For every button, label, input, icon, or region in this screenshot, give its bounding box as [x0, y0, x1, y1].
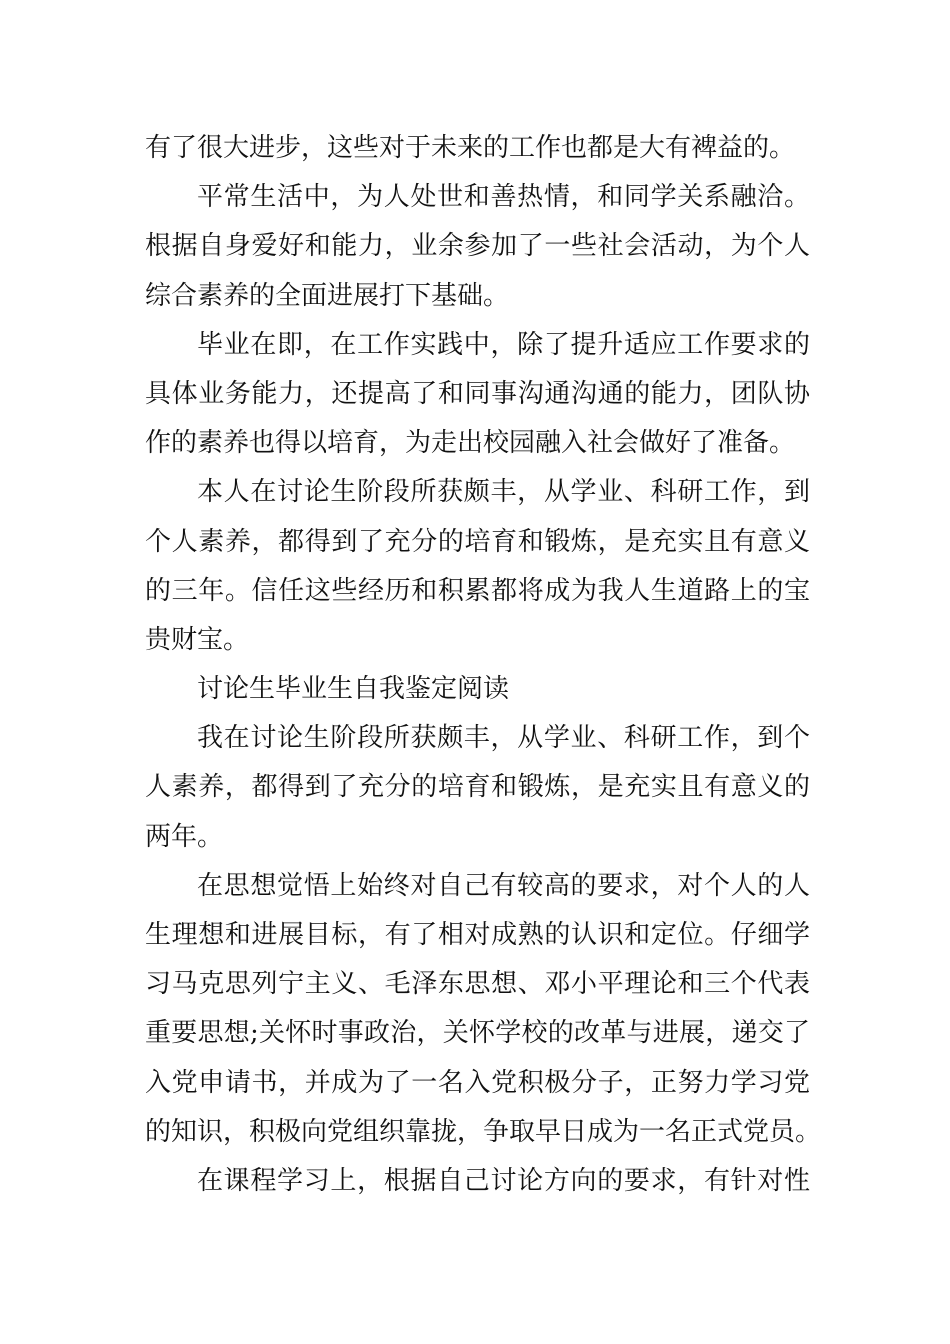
- paragraph-3-line-2: 具体业务能力，还提高了和同事沟通沟通的能力，团队协: [145, 378, 810, 409]
- paragraph-6-line-5: 入党申请书，并成为了一名入党积极分子，正努力学习党: [145, 1067, 810, 1098]
- paragraph-6-line-6: 的知识，积极向党组织靠拢，争取早日成为一名正式党员。: [145, 1116, 822, 1147]
- paragraph-5-line-1: 我在讨论生阶段所获颇丰，从学业、科研工作，到个: [197, 723, 810, 754]
- paragraph-6-line-2: 生理想和进展目标，有了相对成熟的认识和定位。仔细学: [145, 920, 810, 950]
- paragraph-4-line-1: 本人在讨论生阶段所获颇丰，从学业、科研工作，到: [197, 477, 810, 508]
- paragraph-5-line-3: 两年。: [145, 821, 224, 852]
- paragraph-2-line-3: 综合素养的全面进展打下基础。: [145, 280, 510, 311]
- paragraph-6-line-3: 习马克思列宁主义、毛泽东思想、邓小平理论和三个代表: [145, 969, 810, 1000]
- document-body: [145, 124, 822, 1206]
- paragraph-1-line-1: 有了很大进步，这些对于未来的工作也都是大有裨益的。: [145, 133, 796, 163]
- paragraph-2-line-2: 根据自身爱好和能力，业余参加了一些社会活动，为个人: [145, 231, 810, 262]
- paragraph-6-line-1: 在思想觉悟上始终对自己有较高的要求，对个人的人: [197, 870, 810, 901]
- paragraph-3-line-1: 毕业在即，在工作实践中，除了提升适应工作要求的: [197, 329, 810, 360]
- paragraph-3-line-3: 作的素养也得以培育，为走出校园融入社会做好了准备。: [145, 428, 796, 459]
- paragraph-5-line-2: 人素养，都得到了充分的培育和锻炼，是充实且有意义的: [145, 772, 810, 803]
- paragraph-2-line-1: 平常生活中，为人处世和善热情，和同学关系融洽。: [197, 182, 810, 213]
- paragraph-4-line-4: 贵财宝。: [145, 624, 250, 655]
- paragraph-7-line-1: 在课程学习上，根据自己讨论方向的要求，有针对性: [197, 1165, 810, 1196]
- paragraph-6-line-4: 重要思想;关怀时事政治，关怀学校的改革与进展，递交了: [145, 1018, 810, 1049]
- paragraph-4-line-3: 的三年。信任这些经历和积累都将成为我人生道路上的宝: [145, 575, 810, 606]
- section-heading: 讨论生毕业生自我鉴定阅读: [197, 674, 510, 705]
- paragraph-4-line-2: 个人素养，都得到了充分的培育和锻炼，是充实且有意义: [145, 526, 810, 557]
